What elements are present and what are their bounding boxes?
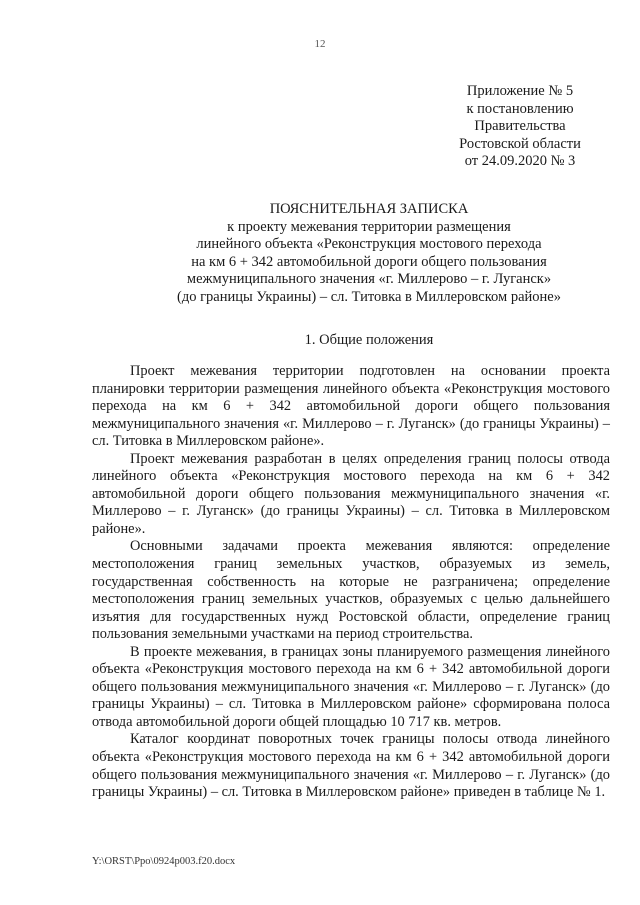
paragraph: Основными задачами проекта межевания являются: определение местоположения границ земельных участков, образуемых из земель, государственная собственность на которые не разграничена; определение местоположения границ земельных участков, образуемых с целью дальнейшего изъятия для государственных нужд Ростовской области, определение границ пользования земельными участками на период строительства. — [92, 538, 610, 643]
file-path-footer: Y:\ORST\Ppo\0924p003.f20.docx — [92, 856, 236, 867]
paragraph: Проект межевания территории подготовлен на основании проекта планировки территории размещения линейного объекта «Реконструкция мостового перехода на км 6 + 342 автомобильной дороги общего пользования межмуниципального значения «г. Миллерово – г. Луганск» (до границы Украины) – сл. Титовка в Миллеровском районе». — [92, 363, 610, 450]
title-heading: ПОЯСНИТЕЛЬНАЯ ЗАПИСКА — [269, 201, 469, 217]
paragraph: Проект межевания разработан в целях определения границ полосы отвода линейного объекта «Реконструкция мостового перехода на км 6 + 342 автомобильной дороги общего пользования межмуниципального значения «г. Миллерово – г. Луганск» (до границы Украины) – сл. Титовка в Миллеровском районе». — [92, 450, 610, 537]
appendix-line: от 24.09.2020 № 3 — [464, 153, 576, 170]
title-line: (до границы Украины) – сл. Титовка в Миллеровском районе» — [177, 288, 561, 305]
appendix-line: к постановлению — [466, 100, 574, 117]
appendix-line: Приложение № 5 — [466, 83, 574, 99]
page-number: 12 — [314, 38, 326, 50]
document-title — [80, 201, 640, 307]
body-text — [92, 363, 610, 802]
title-line: межмуниципального значения «г. Миллерово – г. Луганск» — [186, 271, 552, 288]
paragraph: В проекте межевания, в границах зоны планируемого размещения линейного объекта «Реконструкция мостового перехода на км 6 + 342 автомобильной дороги общего пользования межмуниципального значения «г. Миллерово – г. Луганск» (до границы Украины) – сл. Титовка в Миллеровском районе» сформирована полоса отвода автомобильной дороги общей площадью 10 717 кв. метров. — [92, 643, 610, 730]
title-line: к проекту межевания территории размещения — [227, 218, 511, 235]
paragraph: Каталог координат поворотных точек границы полосы отвода линейного объекта «Реконструкция мостового перехода на км 6 + 342 автомобильной дороги общего пользования межмуниципального значения «г. Миллерово – г. Луганск» (до границы Украины) – сл. Титовка в Миллеровском районе» приведен в таблице № 1. — [92, 731, 610, 801]
title-line: на км 6 + 342 автомобильной дороги общего пользования — [191, 253, 547, 270]
section-heading: 1. Общие положения — [304, 332, 434, 348]
appendix-line: Ростовской области — [459, 135, 581, 152]
appendix-line: Правительства — [474, 118, 566, 135]
appendix-block — [440, 83, 600, 171]
title-line: линейного объекта «Реконструкция мостового перехода — [196, 236, 542, 253]
